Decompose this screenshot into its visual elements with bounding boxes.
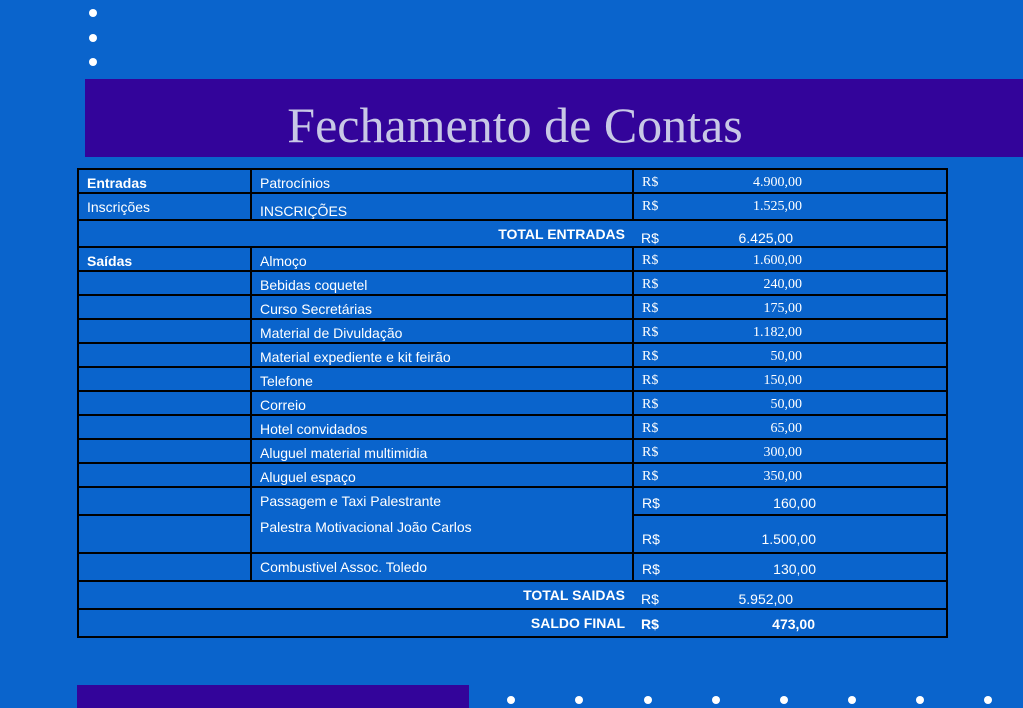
- table-row: [78, 391, 947, 415]
- amount-cell: R$ 50,00: [633, 343, 947, 367]
- category-cell: Entradas: [78, 169, 251, 193]
- amount-cell: R$ 175,00: [633, 295, 947, 319]
- accounts-table: [77, 168, 948, 638]
- total-amount: R$ 5.952,00: [633, 581, 947, 609]
- amount-cell: R$ 160,00: [633, 487, 947, 515]
- item-cell: Aluguel espaço: [251, 463, 633, 487]
- item-cell: Bebidas coquetel: [251, 271, 633, 295]
- item-cell: INSCRIÇÕES: [251, 193, 633, 220]
- amount-cell: R$ 300,00: [633, 439, 947, 463]
- amount-cell: R$ 1.500,00: [633, 515, 947, 553]
- table-row: [78, 271, 947, 295]
- saldo-final-row: [78, 609, 947, 637]
- item-label: Palestra Motivacional João Carlos: [260, 519, 472, 535]
- amount-cell: R$ 1.182,00: [633, 319, 947, 343]
- bullet-dot: [575, 696, 583, 704]
- table-row: [78, 295, 947, 319]
- table-row: [78, 247, 947, 271]
- item-cell: [251, 487, 633, 553]
- item-cell: Aluguel material multimidia: [251, 439, 633, 463]
- amount-cell: R$ 50,00: [633, 391, 947, 415]
- table-row: [78, 343, 947, 367]
- table-row: [78, 193, 947, 220]
- bullet-dot: [984, 696, 992, 704]
- table-row: [78, 415, 947, 439]
- total-saidas-row: [78, 581, 947, 609]
- amount-cell: R$ 4.900,00: [633, 169, 947, 193]
- item-cell: Material expediente e kit feirão: [251, 343, 633, 367]
- bottom-band: [77, 685, 469, 708]
- total-label: SALDO FINAL: [78, 609, 633, 637]
- table-row: [78, 463, 947, 487]
- amount-cell: R$ 240,00: [633, 271, 947, 295]
- table-row: [78, 487, 947, 515]
- total-amount: R$ 6.425,00: [633, 220, 947, 247]
- item-cell: Almoço: [251, 247, 633, 271]
- bullet-dot: [644, 696, 652, 704]
- bullet-dot: [848, 696, 856, 704]
- category-cell: Inscrições: [78, 193, 251, 220]
- bullet-dot: [780, 696, 788, 704]
- item-cell: Telefone: [251, 367, 633, 391]
- category-cell: Saídas: [78, 247, 251, 271]
- bullet-dot: [89, 34, 97, 42]
- amount-cell: R$ 1.525,00: [633, 193, 947, 220]
- total-label: TOTAL SAIDAS: [78, 581, 633, 609]
- bullet-dot: [89, 58, 97, 66]
- amount-cell: R$ 65,00: [633, 415, 947, 439]
- bullet-dot: [89, 9, 97, 17]
- total-label: TOTAL ENTRADAS: [78, 220, 633, 247]
- slide-title: Fechamento de Contas: [287, 97, 743, 153]
- item-cell: Combustivel Assoc. Toledo: [251, 553, 633, 581]
- table-row: [78, 553, 947, 581]
- bullet-dot: [916, 696, 924, 704]
- table-row: [78, 439, 947, 463]
- total-entradas-row: [78, 220, 947, 247]
- amount-cell: R$ 130,00: [633, 553, 947, 581]
- item-cell: Correio: [251, 391, 633, 415]
- table-row: [78, 367, 947, 391]
- bullet-dot: [507, 696, 515, 704]
- item-cell: Hotel convidados: [251, 415, 633, 439]
- amount-cell: R$ 150,00: [633, 367, 947, 391]
- item-cell: Curso Secretárias: [251, 295, 633, 319]
- amount-cell: R$ 1.600,00: [633, 247, 947, 271]
- table-row: [78, 169, 947, 193]
- table-row: [78, 319, 947, 343]
- amount-cell: R$ 350,00: [633, 463, 947, 487]
- item-label: Passagem e Taxi Palestrante: [260, 493, 442, 509]
- item-cell: Material de Divuldação: [251, 319, 633, 343]
- bullet-dot: [712, 696, 720, 704]
- item-cell: Patrocínios: [251, 169, 633, 193]
- total-amount: R$ 473,00: [633, 609, 947, 637]
